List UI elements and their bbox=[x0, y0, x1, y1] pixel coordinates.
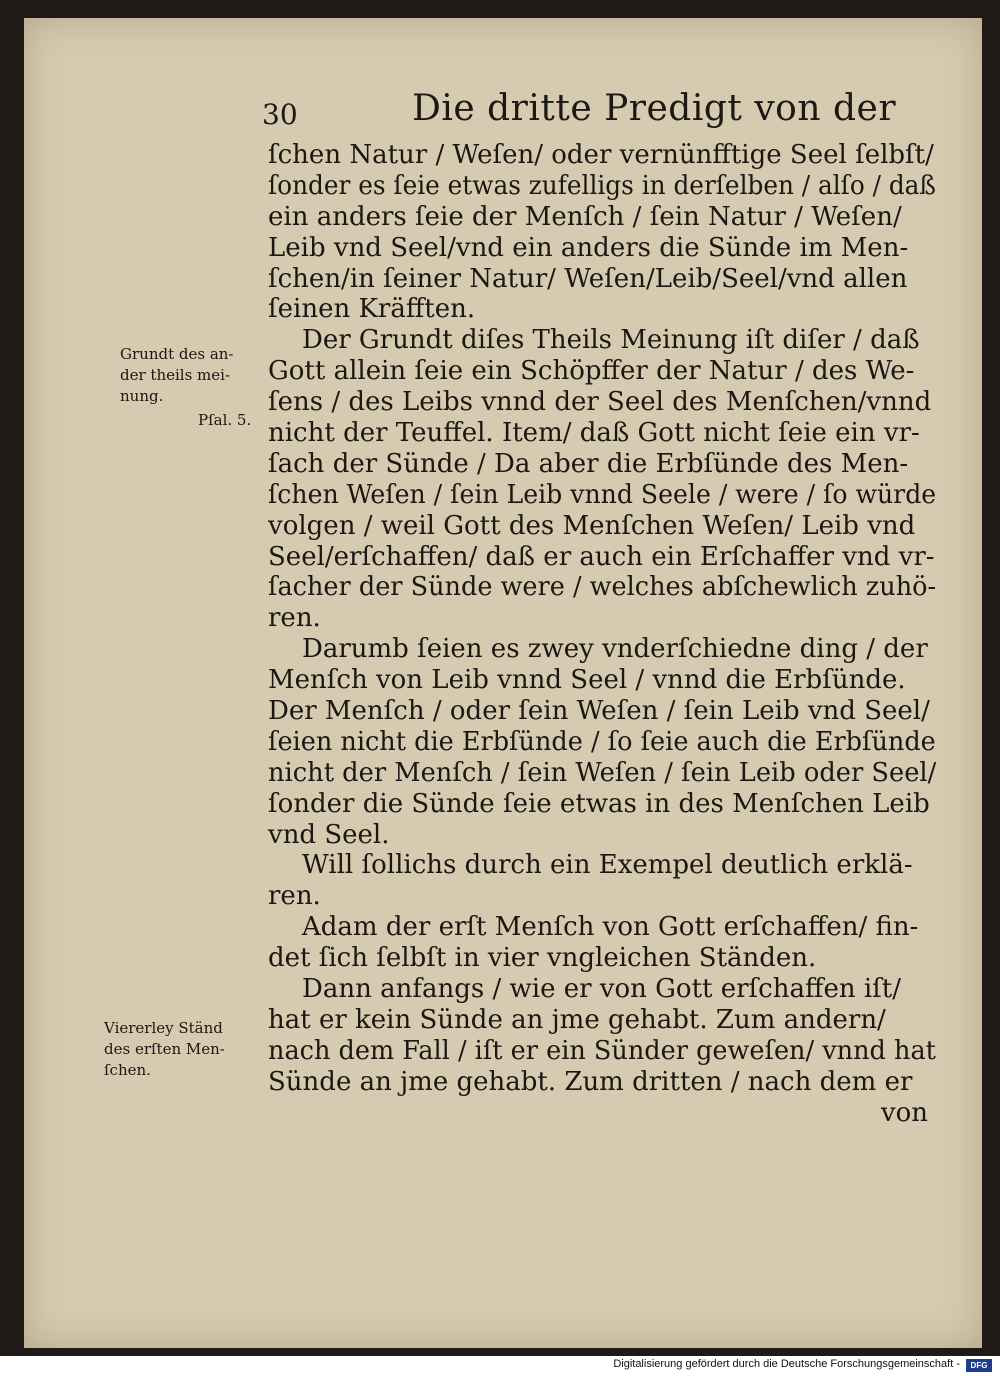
page-number: 30 bbox=[262, 98, 298, 131]
margin-note-grundt bbox=[120, 344, 234, 407]
text-line: ſens / des Leibs vnnd der Seel des Menſchen/vnnd bbox=[268, 387, 932, 418]
text-line: ſchen Natur / Weſen/ oder vernünfftige Seel ſelbſt/ bbox=[268, 140, 934, 170]
text-line: Menſch von Leib vnnd Seel / vnnd die Erbſünde. bbox=[268, 665, 906, 696]
text-line: Der Grundt diſes Theils Meinung iſt diſer / daß bbox=[302, 325, 920, 356]
text-line: nicht der Teuffel. Item/ daß Gott nicht ſeie ein vr- bbox=[268, 418, 920, 449]
text-line: ſonder die Sünde ſeie etwas in des Menſchen Leib bbox=[268, 788, 930, 819]
text-line: ſchen Weſen / ſein Leib vnnd Seele / were / ſo würde bbox=[268, 479, 937, 510]
running-head: Die dritte Predigt von der bbox=[412, 88, 897, 129]
text-line: ſach der Sünde / Da aber die Erbſünde des Men- bbox=[268, 448, 909, 479]
text-line: Seel/erſchaffen/ daß er auch ein Erſchaffer vnd vr- bbox=[268, 541, 935, 572]
margin-note-staende bbox=[104, 1018, 225, 1081]
text-line: ſonder es ſeie etwas zufelligs in derſelben / alſo / daß bbox=[268, 170, 936, 201]
text-line: Der Menſch / oder ſein Weſen / ſein Leib vnd Seel/ bbox=[268, 696, 930, 727]
margin-note-line: nung. bbox=[120, 387, 164, 405]
dfg-logo-icon: DFG bbox=[966, 1359, 992, 1372]
text-line: volgen / weil Gott des Menſchen Weſen/ Leib vnd bbox=[268, 510, 916, 541]
text-line: Adam der erſt Menſch von Gott erſchaffen/ fin- bbox=[302, 912, 919, 943]
text-line: ſacher der Sünde were / welches abſchewlich zuhö- bbox=[268, 572, 937, 603]
text-line: Sünde an jme gehabt. Zum dritten / nach dem er bbox=[268, 1066, 913, 1097]
text-line: nach dem Fall / iſt er ein Sünder geweſen/ vnnd hat bbox=[268, 1035, 936, 1066]
text-line: ren. bbox=[268, 881, 321, 912]
page-header bbox=[262, 88, 942, 132]
margin-note-line: des erſten Men- bbox=[104, 1040, 225, 1058]
text-line: Dann anfangs / wie er von Gott erſchaffen iſt/ bbox=[302, 974, 901, 1005]
text-line: Will ſollichs durch ein Exempel deutlich erklä- bbox=[302, 850, 913, 881]
text-line: ren. bbox=[268, 603, 321, 634]
footer-credit: Digitalisierung gefördert durch die Deutsche Forschungsgemeinschaft - bbox=[613, 1358, 960, 1370]
margin-note-line: Grundt des an- bbox=[120, 345, 234, 363]
text-line: ſeien nicht die Erbſünde / ſo ſeie auch die Erbſünde bbox=[268, 726, 936, 757]
text-line: Gott allein ſeie ein Schöpffer der Natur / des We- bbox=[268, 356, 915, 387]
margin-note-line: Viererley Ständ bbox=[104, 1019, 223, 1037]
footer-bar bbox=[0, 1356, 1000, 1376]
text-line: Darumb ſeien es zwey vnderſchiedne ding / der bbox=[302, 634, 928, 665]
catchword: von bbox=[880, 1097, 928, 1128]
text-line: det ſich ſelbſt in vier vngleichen Ständen. bbox=[268, 943, 817, 974]
text-line: hat er kein Sünde an jme gehabt. Zum andern/ bbox=[268, 1004, 886, 1035]
text-line: ſeinen Kräfften. bbox=[268, 294, 476, 325]
margin-note-line: der theils mei- bbox=[120, 366, 231, 384]
text-line: Leib vnd Seel/vnd ein anders die Sünde im Men- bbox=[268, 232, 909, 263]
text-line: vnd Seel. bbox=[268, 819, 390, 850]
margin-note-line: ſchen. bbox=[104, 1061, 151, 1079]
text-line: nicht der Menſch / ſein Weſen / ſein Leib oder Seel/ bbox=[268, 757, 937, 788]
text-line: ein anders ſeie der Menſch / ſein Natur / Weſen/ bbox=[268, 201, 902, 232]
text-line: ſchen/in ſeiner Natur/ Weſen/Leib/Seel/vnd allen bbox=[268, 263, 908, 294]
margin-note-psalm bbox=[198, 410, 251, 431]
margin-note-line: Pſal. 5. bbox=[198, 411, 252, 429]
body-text bbox=[268, 140, 936, 1129]
